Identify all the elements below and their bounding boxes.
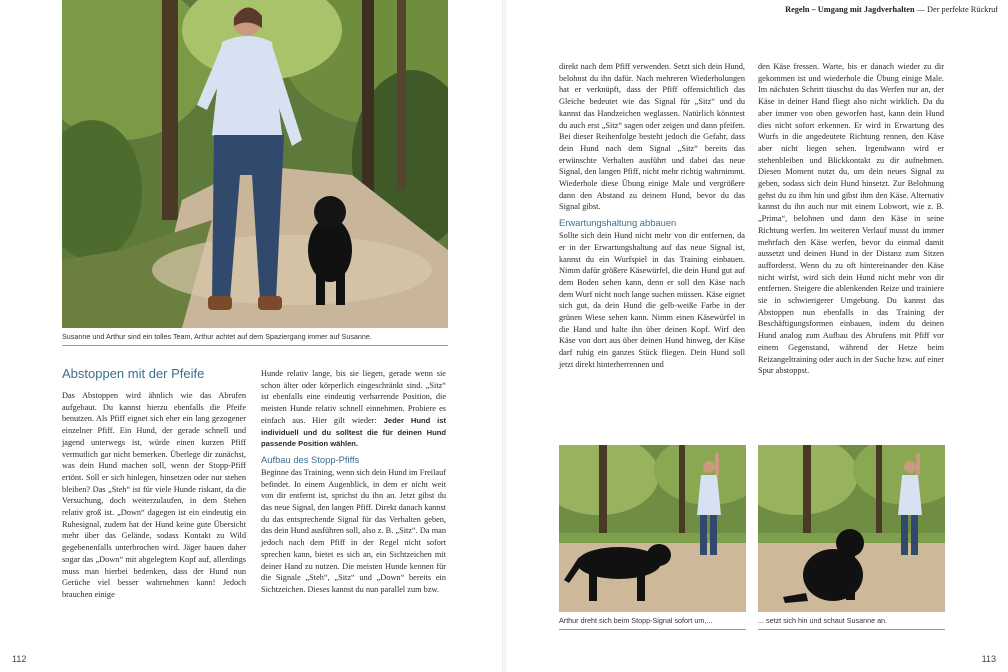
- text-column-1: [62, 390, 246, 601]
- text-column-2: [261, 368, 446, 596]
- paragraph-col2-b: Beginne das Training, wenn sich dein Hund im Freilauf befindet. In einem Augenblick, in dem er nicht weit von dir entfernt ist, sprichst du ihn an. Jetzt gibst du das neue Signal, den langen Pfiff. Direkt danach kannst du das entsprechende Signal für das Verhalten geben, das dein Hund ausführen soll, also z. B. „Sitz“. Da man jedoch nach dem Pfiff in der Regel nicht sofort sprechen kann, bietet es sich an, ein Sichtzeichen mit deiner Hand zu nutzen. Die meisten Hunde kennen für die Signale „Steh“, „Sitz“ und „Down“ bereits ein Sichtzeichen. Dieses kannst du nun parallel zum bzw.: [261, 467, 446, 594]
- heading-abstoppen: Abstoppen mit der Pfeife: [62, 366, 205, 381]
- text-column-4: [758, 61, 944, 377]
- page-number-left: 112: [12, 654, 27, 664]
- running-header: [785, 5, 998, 14]
- heading-erwartungshaltung: Erwartungshaltung abbauen: [559, 217, 677, 229]
- paragraph-col3: direkt nach dem Pfiff verwenden. Setzt sich dein Hund, belohnst du ihn dafür. Nach mehreren Wiederholungen hat er verknüpft, dass der Pfiff offensichtlich das Gleiche bedeutet wie das Signal für „Sitz“ und du kannst das Handzeichen weglassen. Natürlich könntest du auch erst „Sitz“ sagen oder zeigen und dann pfeifen. Bei dieser Reihenfolge besteht jedoch die Gefahr, dass dein Hund nach dem Signal „Sitz“ bereits das erwünschte Verhalten ausführt und dabei das neue Signal, den langen Pfiff, nicht mehr richtig wahrnimmt. Wiederhole diese Übung einige Male und vergrößere dann den Abstand zu deinem Hund, bevor du das Signal gibst.: [559, 62, 745, 212]
- caption-rule-top: [62, 345, 448, 346]
- paragraph-col3-b: Sollte sich dein Hund nicht mehr von dir entfernen, da er in der Erwartungshaltung auf das neue Signal ist, kannst du ein Wurfspiel in das Training einbauen. Nimm dafür größere Käsewürfel, die dein Hund gut auf dem Boden sehen kann, denn er soll den Käse nach dem Wurf nicht noch lange suchen müssen. Käse eignet sich gut, da dein Hund die gelb-weiße Farbe in der grünen Wiese sehen kann. Nimm einen Käsewürfel in die Hand und halte ihn über deinen Kopf. Wirf den Käse von dort aus über deinen Hund hinweg, der Käse darf ruhig ein ganzes Stück fliegen. Dein Hund soll jetzt direkt hinterherrennen und: [559, 231, 745, 369]
- caption-rule-bottom-left: [559, 629, 746, 630]
- tip-individual: Jeder Hund ist individuell und du solltest die für deinen Hund passende Position wählen.: [261, 415, 447, 449]
- caption-dog-turning: Arthur dreht sich beim Stopp-Signal sofort um,...: [559, 616, 713, 625]
- caption-dog-sitting: ... setzt sich hin und schaut Susanne an.: [758, 616, 888, 625]
- header-section: Der perfekte Rückruf: [927, 5, 998, 14]
- header-separator: —: [916, 5, 925, 14]
- photo-dog-sitting: [758, 445, 945, 612]
- text-column-3: [559, 61, 745, 371]
- paragraph-col1: Das Abstoppen wird ähnlich wie das Abrufen aufgebaut. Du kannst hierzu ebenfalls die Pfeife benutzen. Als Pfiff eignet sich eher ein lang gezogener einzelner Pfiff. Ein Hund, der gerade schnell und jagend unterwegs ist, würde einen kurzen Pfiff vermutlich gar nicht bemerken. Überlege dir zunächst, was dein Hund machen soll, wenn der Stopp-Pfiff ertönt. Soll er sich hinlegen, hinsetzen oder nur stehen bleiben? Das „Steh“ ist für viele Hunde riskant, da die Versuchung, doch weiterzulaufen, in dem Stehen relativ groß ist. „Down“ dagegen ist ein eindeutig ein Ruhesignal, zudem hat der Hund keine gute Übersicht mehr über das Gelände, sodass Kontakt zu Wild gegebenenfalls unterbrochen wird. Jäger bauen daher sogar das „Down“ mit abgelegtem Kopf auf, allerdings muss man hierbei bedenken, dass der Hund nun Gerüche viel besser wahrnehmen kann! Jedoch brauchen einige: [62, 391, 246, 599]
- photo-dog-turning: [559, 445, 746, 612]
- caption-rule-bottom-right: [758, 629, 945, 630]
- page-number-right: 113: [981, 654, 996, 664]
- paragraph-col4: den Käse fressen. Warte, bis er danach wieder zu dir gekommen ist und wiederhole die Übung einige Male. Im nächsten Schritt täuschst du das Werfen nur an, der Käse in deiner Hand fliegt also nicht wirklich. Da du aber immer von oben geworfen hast, kann dein Hund dies nicht sofort erkennen. Er wird in Erwartung des Wurfs in die angedeutete Richtung rennen, den Käse aber nicht liegen sehen. Irgendwann wird er stehenbleiben und Blickkontakt zu dir aufnehmen. Diesen Moment nutzt du, um dein neues Signal zu geben, sodass sich dein Hund hinsetzt. Zur Belohnung gehst du zu ihm hin und gibst ihm den Käse. Alternativ kannst du ihn auch nur mit einem Lobwort, wie z. B. „Prima“, belohnen und dann den Käse in seine Richtung werfen. Im weiteren Verlauf musst du immer mehrfach den Käse werfen, bevor du einmal damit aussetzt und deinen Hund in der Distanz zum Sitzen aufforderst. Wenn du zu oft hintereinander den Käse nicht wirfst, wird sich dein Hund nicht mehr von dir entfernen. Steigere die ablenkenden Reize und trainiere sie in schwierigerer Umgebung. Du kannst das Abstoppen nun ebenfalls in das Training der Beschäftigungsformen einbauen, indem du deinen Hund analog zum Aufbau des Abrufens mit Pfiff vor einem Gegenstand, während der Hetze beim Reizangeltraining oder auch in der Suche bzw. auf einer Spur abstoppst.: [758, 62, 944, 376]
- paragraph-col2: Hunde relativ lange, bis sie liegen, gerade wenn sie schon älter oder körperlich eingeschränkt sind. „Sitz“ ist ebenfalls eine eindeutig verharrende Position, die meisten Hunde relativ schnell einnehmen. Probiere es einfach aus. Hier gilt wieder: Jeder Hund ist individuell und du solltest die für deinen Hund passende Position wählen.: [261, 369, 447, 449]
- heading-aufbau-stopp-pfiff: Aufbau des Stopp-Pfiffs: [261, 453, 360, 465]
- photo-top-caption: Susanne und Arthur sind ein tolles Team, Arthur achtet auf dem Spaziergang immer auf Susanne.: [62, 332, 372, 341]
- photo-woman-walking-dog: [62, 0, 448, 328]
- book-spine: [502, 0, 506, 672]
- header-chapter: Regeln – Umgang mit Jagdverhalten: [785, 5, 915, 14]
